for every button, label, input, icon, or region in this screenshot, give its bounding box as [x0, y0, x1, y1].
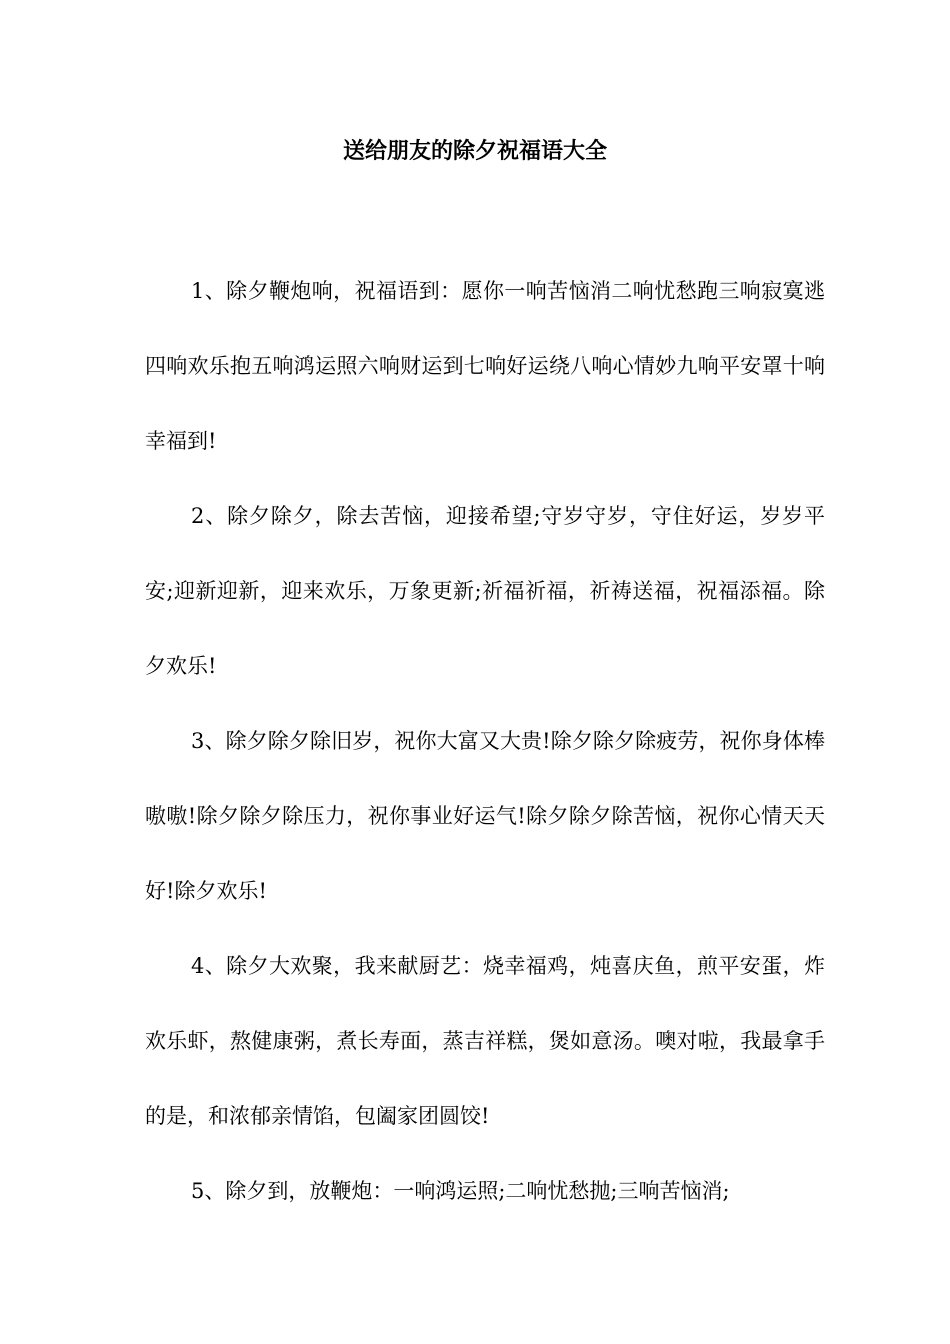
paragraph-2: 2、除夕除夕，除去苦恼，迎接希望;守岁守岁，守住好运，岁岁平安;迎新迎新，迎来欢乐，万象更新;祈福祈福，祈祷送福，祝福添福。除夕欢乐!: [145, 504, 825, 678]
paragraph-4: 4、除夕大欢聚，我来献厨艺：烧幸福鸡，炖喜庆鱼，煎平安蛋，炸欢乐虾，熬健康粥，煮长寿面，蒸吉祥糕，煲如意汤。噢对啦，我最拿手的是，和浓郁亲情馅，包阖家团圆饺!: [145, 954, 825, 1128]
paragraph-3: 3、除夕除夕除旧岁，祝你大富又大贵!除夕除夕除疲劳，祝你身体棒嗷嗷!除夕除夕除压力，祝你事业好运气!除夕除夕除苦恼，祝你心情天天好!除夕欢乐!: [145, 729, 825, 903]
paragraph-5: 5、除夕到，放鞭炮：一响鸿运照;二响忧愁抛;三响苦恼消;: [191, 1179, 730, 1203]
document-body: [145, 254, 825, 1229]
document-title: 送给朋友的除夕祝福语大全: [342, 139, 607, 164]
paragraph-1: 1、除夕鞭炮响，祝福语到：愿你一响苦恼消二响忧愁跑三响寂寞逃四响欢乐抱五响鸿运照六响财运到七响好运绕八响心情妙九响平安罩十响幸福到!: [145, 279, 825, 453]
